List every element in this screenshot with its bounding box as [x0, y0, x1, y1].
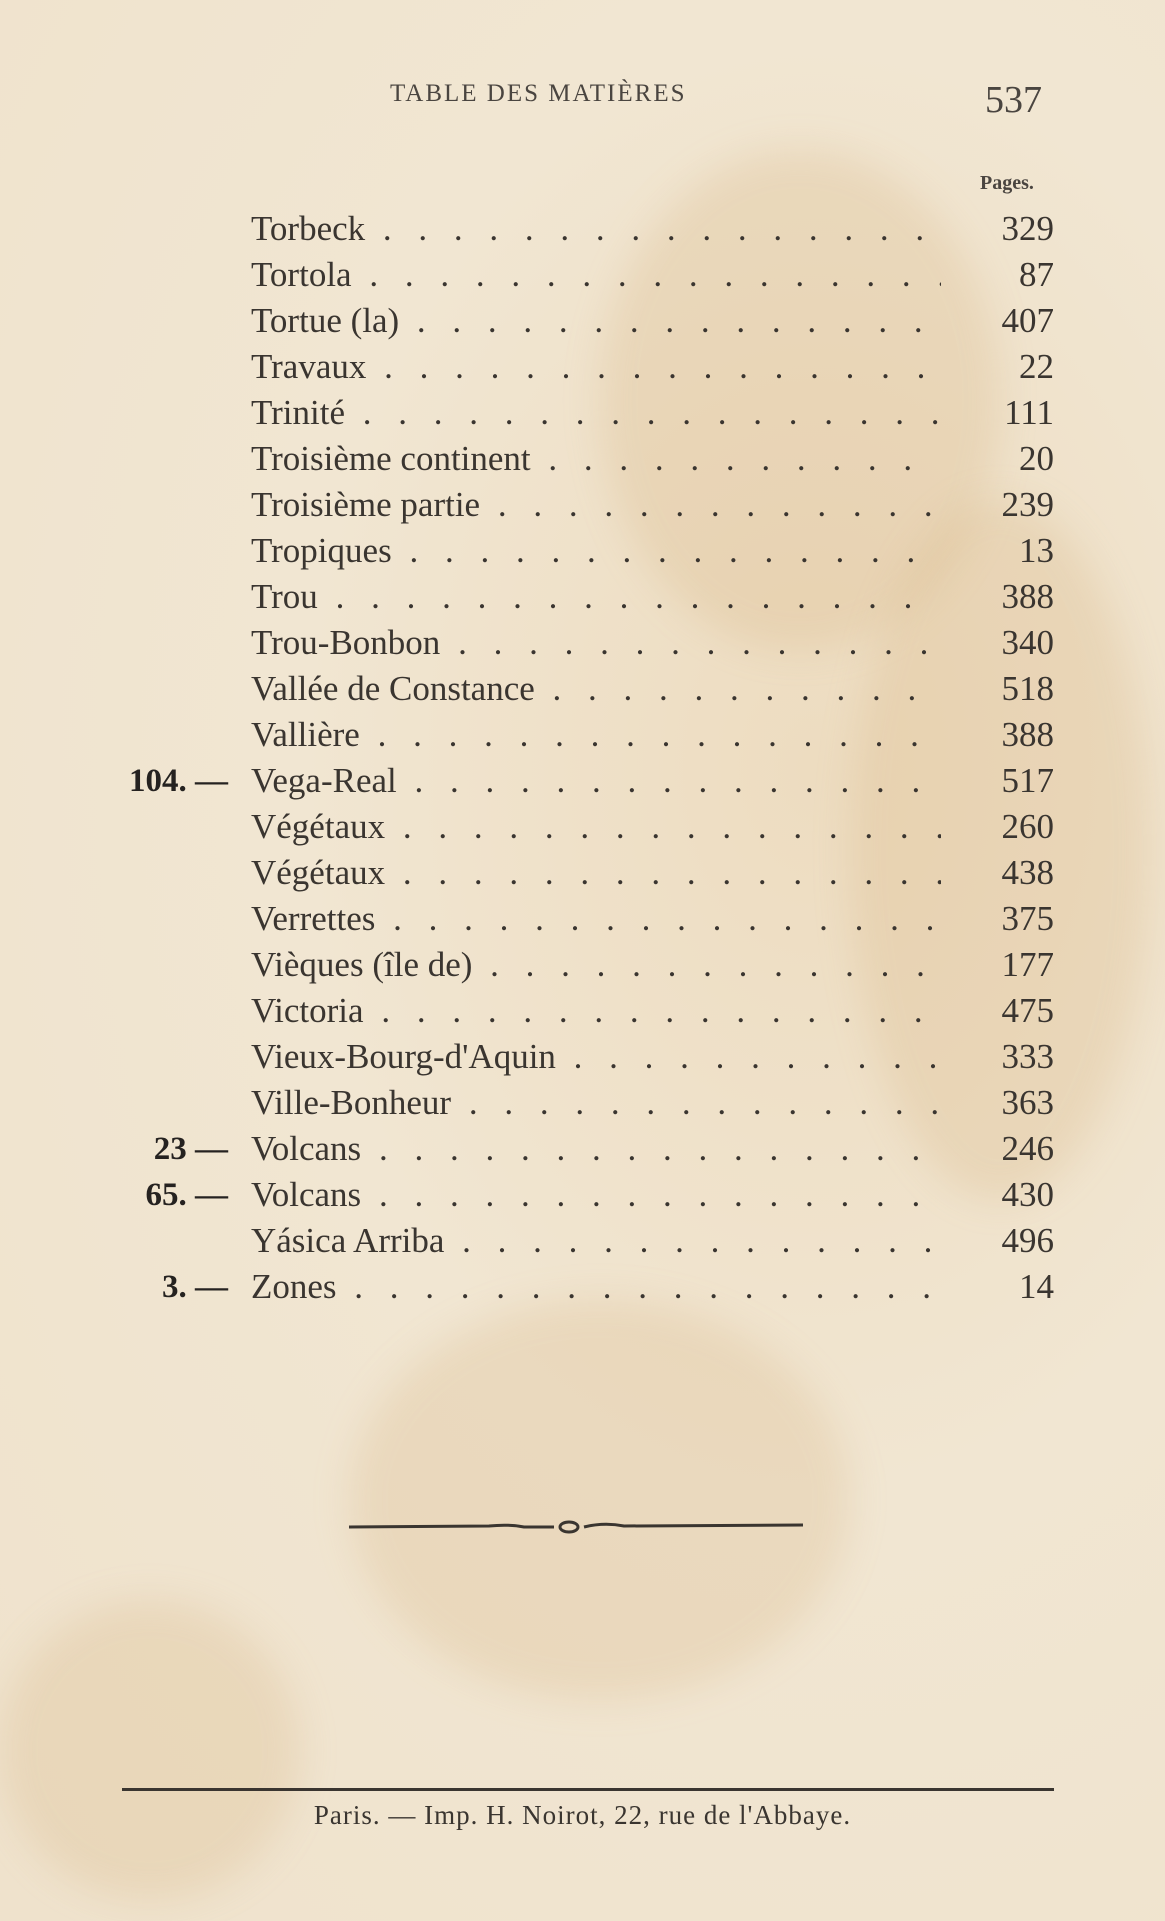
entry-label: Vallée de Constance . . . — [251, 666, 941, 712]
entry-label: Végétaux . . . — [251, 804, 941, 850]
entry-page: 246 — [1001, 1129, 1054, 1168]
entry-page: 496 — [1001, 1221, 1054, 1260]
pages-column-label: Pages. — [980, 172, 1034, 194]
entry-page: 340 — [1001, 623, 1054, 662]
entry-page: 438 — [1001, 853, 1054, 892]
entry-page: 388 — [1001, 577, 1054, 616]
entry-page: 177 — [1001, 945, 1054, 984]
entry-page: 363 — [1001, 1083, 1054, 1122]
entry-label: Torbeck . . . — [251, 206, 941, 252]
entry-page: 407 — [1001, 301, 1054, 340]
entry-page: 329 — [1001, 209, 1054, 248]
index-entry — [0, 436, 1165, 482]
entry-label: Troisième partie . . . — [251, 482, 941, 528]
index-entry — [0, 850, 1165, 896]
entry-label: Tropiques . . . — [251, 528, 941, 574]
index-entry — [0, 988, 1165, 1034]
entry-page: 111 — [1004, 393, 1054, 432]
entry-label: Ville-Bonheur . . . — [251, 1080, 941, 1126]
index-entry — [0, 620, 1165, 666]
entry-label: Travaux . . . — [251, 344, 941, 390]
index-entry — [0, 758, 1165, 804]
index-entry — [0, 666, 1165, 712]
entry-label: Végétaux . . . — [251, 850, 941, 896]
entry-label: Trou . . . — [251, 574, 941, 620]
entry-label: Yásica Arriba . . . — [251, 1218, 941, 1264]
index-entry — [0, 1264, 1165, 1310]
index-entry — [0, 1126, 1165, 1172]
index-entry — [0, 390, 1165, 436]
index-entry — [0, 298, 1165, 344]
entry-label: Volcans . . . — [251, 1172, 941, 1218]
index-entry — [0, 252, 1165, 298]
entry-page: 260 — [1001, 807, 1054, 846]
entry-label: Troisième continent . . . — [251, 436, 941, 482]
entry-page: 475 — [1001, 991, 1054, 1030]
index-entry — [0, 1034, 1165, 1080]
index-entry — [0, 1172, 1165, 1218]
entry-label: Verrettes . . . — [251, 896, 941, 942]
entry-label: Tortola . . . — [251, 252, 941, 298]
entry-label: Zones . . . — [251, 1264, 941, 1310]
entry-label: Victoria . . . — [251, 988, 941, 1034]
index-entry — [0, 712, 1165, 758]
index-list — [0, 206, 1165, 1310]
entry-page: 20 — [1019, 439, 1054, 478]
index-entry — [0, 942, 1165, 988]
chapter-number: 3. — — [162, 1269, 228, 1305]
entry-label: Volcans . . . — [251, 1126, 941, 1172]
footer-rule — [122, 1788, 1054, 1791]
index-entry — [0, 804, 1165, 850]
entry-label: Vièques (île de) . . . — [251, 942, 941, 988]
chapter-number: 104. — — [129, 763, 228, 799]
entry-label: Trinité . . . — [251, 390, 941, 436]
index-entry — [0, 1218, 1165, 1264]
entry-page: 87 — [1019, 255, 1054, 294]
index-entry — [0, 528, 1165, 574]
entry-label: Vieux-Bourg-d'Aquin . . . — [251, 1034, 941, 1080]
entry-page: 388 — [1001, 715, 1054, 754]
index-entry — [0, 482, 1165, 528]
entry-label: Tortue (la) . . . — [251, 298, 941, 344]
entry-page: 22 — [1019, 347, 1054, 386]
entry-label: Vallière . . . — [251, 712, 941, 758]
entry-page: 518 — [1001, 669, 1054, 708]
index-entry — [0, 206, 1165, 252]
entry-page: 13 — [1019, 531, 1054, 570]
chapter-number: 23 — — [153, 1131, 228, 1167]
entry-page: 14 — [1019, 1267, 1054, 1306]
index-entry — [0, 344, 1165, 390]
entry-label: Trou-Bonbon . . . — [251, 620, 941, 666]
index-entry — [0, 896, 1165, 942]
ornament-divider — [349, 1516, 803, 1536]
index-entry — [0, 1080, 1165, 1126]
entry-page: 239 — [1001, 485, 1054, 524]
index-entry — [0, 574, 1165, 620]
printer-imprint: Paris. — Imp. H. Noirot, 22, rue de l'Abbaye. — [313, 1800, 852, 1830]
running-header: TABLE DES MATIÈRES — [390, 80, 687, 107]
entry-page: 517 — [1001, 761, 1054, 800]
entry-page: 333 — [1001, 1037, 1054, 1076]
entry-page: 430 — [1001, 1175, 1054, 1214]
page-number: 537 — [985, 79, 1042, 121]
entry-label: Vega-Real . . . — [251, 758, 941, 804]
entry-page: 375 — [1001, 899, 1054, 938]
chapter-number: 65. — — [145, 1177, 228, 1213]
